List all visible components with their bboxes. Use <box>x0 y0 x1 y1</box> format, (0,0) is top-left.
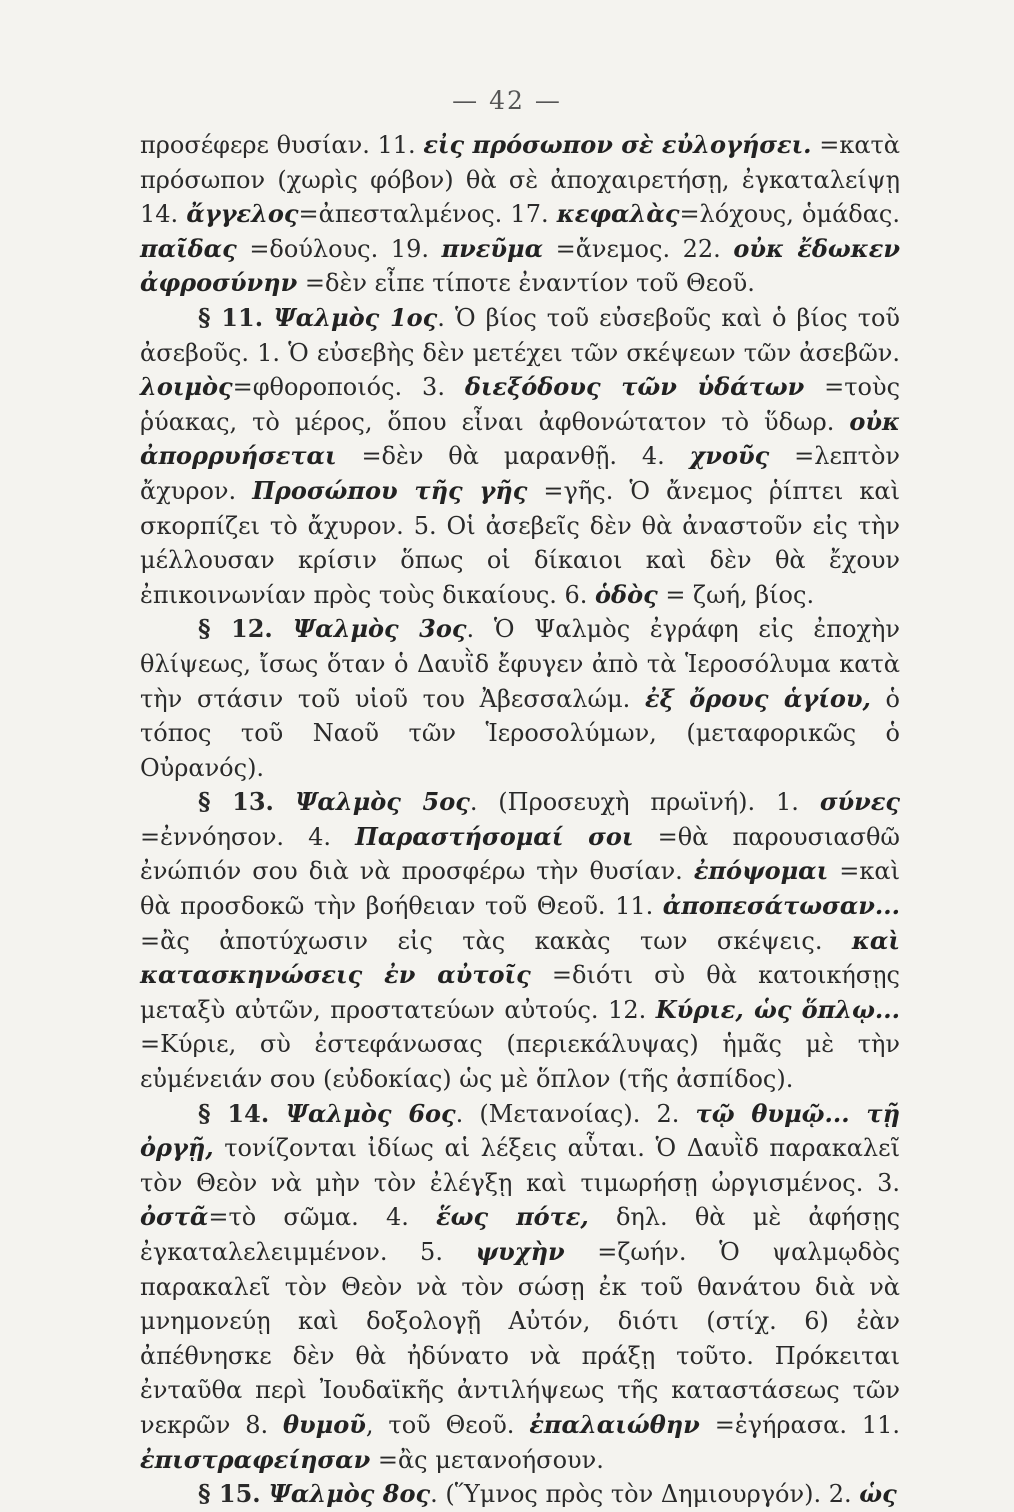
paragraph-text: =λόχους, ὁμάδας. <box>679 200 900 229</box>
paragraph-text: =καὶ θὰ προσδοκῶ τὴν βοήθειαν τοῦ Θεοῦ. 11. <box>140 857 900 921</box>
headword: ἄγγελος <box>186 199 299 229</box>
headword: Ψαλμὸς 6ος <box>286 1098 456 1128</box>
headword: οὐκ ἔδωκεν ἀφροσύνην <box>140 233 900 298</box>
headword: Ψαλμὸς 8ος <box>269 1479 431 1509</box>
paragraph-text: =γῆς. Ὁ ἄνεμος ῥίπτει καὶ σκορπίζει τὸ ἄχυρον. 5. Οἱ ἀσεβεῖς δὲν θὰ ἀναστοῦν εἰς τὴν μέλλουσαν κρίσιν ὅπως οἱ δίκαιοι καὶ δὲν θὰ ἔχουν ἐπικοινωνίαν πρὸς τοὺς δικαίους. 6. <box>140 476 901 609</box>
paragraph-text: . (Προσευχὴ πρωϊνή). 1. <box>469 788 820 817</box>
paragraph-text: =Κύριε, σὺ ἐστεφάνωσας (περιεκάλυψας) ἡμᾶς μὲ τὴν εὐμένειάν σου (εὐδοκίας) ὡς μὲ ὅπλον (τῆς ἀσπίδος). <box>140 1030 900 1094</box>
paragraph-text: =ἂς ἀποτύχωσιν εἰς τὰς κακὰς των σκέψεις. <box>140 926 852 955</box>
paragraph-text: =ἀπεσταλμένος. 17. <box>298 200 557 229</box>
headword: καὶ κατασκηνώσεις ἐν αὐτοῖς <box>140 925 900 990</box>
paragraph-text: =δούλους. 19. <box>236 234 442 263</box>
headword: τῷ θυμῷ... τῇ ὀργῇ, <box>140 1098 901 1163</box>
paragraph-text: . (Μετανοίας). 2. <box>455 1099 696 1128</box>
section-number: § 11. <box>198 302 274 332</box>
paragraph-text: προσέφερε θυσίαν. 11. <box>140 131 424 159</box>
headword: ἀποπεσάτωσαν... <box>662 891 900 921</box>
paragraph-text: =ζωήν. Ὁ ψαλμῳδὸς παρακαλεῖ τὸν Θεὸν νὰ τὸν σώσῃ ἐκ τοῦ θανάτου διὰ νὰ μνημονεύῃ καὶ δοξολογῇ Αὐτόν, διότι (στίχ. 6) ἐὰν ἀπέθνησκε δὲν θὰ ἠδύνατο νὰ πράξῃ τοῦτο. Πρόκειται ἐνταῦθα περὶ Ἰουδαϊκῆς ἀντιλήψεως τῆς καταστάσεως τῶν νεκρῶν 8. <box>140 1238 901 1439</box>
page-number: — 42 — <box>452 86 562 115</box>
paragraph-text: ὁ τόπος τοῦ Ναοῦ τῶν Ἱεροσολύμων, (μεταφορικῶς ὁ Οὐρανός). <box>140 684 901 782</box>
paragraph-text: . (Ὕμνος πρὸς τὸν Δημιουργόν). 2. <box>430 1480 860 1509</box>
paragraph-text: =κατὰ πρόσωπον (χωρὶς φόβον) θὰ σὲ ἀποχαιρετήσῃ, ἐγκαταλείψῃ 14. <box>140 131 901 229</box>
headword: ὀστᾶ <box>140 1202 209 1232</box>
paragraph-text: =φθοροποιός. 3. <box>232 373 465 402</box>
paragraph-text: =διότι σὺ θὰ κατοικήσῃς μεταξὺ αὐτῶν, προστατεύων αὐτούς. 12. <box>140 961 900 1024</box>
headword: χνοῦς <box>689 441 770 471</box>
paragraph-text: =θὰ παρουσιασθῶ ἐνώπιόν σου διὰ νὰ προσφέρω τὴν θυσίαν. <box>140 822 900 886</box>
paragraph-text: =ἐννόησον. 4. <box>140 822 356 851</box>
paragraph-text: . Ὁ Ψαλμὸς ἐγράφη εἰς ἐποχὴν θλίψεως, ἴσως ὅταν ὁ Δαυῒδ ἔφυγεν ἀπὸ τὰ Ἱεροσόλυμα κατὰ τὴν στάσιν τοῦ υἱοῦ του Ἀβεσσαλώμ. <box>140 615 901 713</box>
paragraph-text: =τοὺς ῥύακας, τὸ μέρος, ὅπου εἶναι ἀφθονώτατον τὸ ὕδωρ. <box>140 373 901 436</box>
headword: Κύριε, ὡς ὅπλῳ... <box>655 994 900 1024</box>
body-text <box>140 128 900 1512</box>
headword: οὐκ ἀπορρυήσεται <box>140 406 900 471</box>
paragraph-text: =ἄνεμος. 22. <box>543 234 734 263</box>
headword: εἰς πρόσωπον σὲ εὐλογήσει. <box>423 130 812 159</box>
headword: πνεῦμα <box>441 233 544 263</box>
headword: λοιμὸς <box>140 372 233 402</box>
headword: ὁδὸς <box>595 579 658 609</box>
section-number: § 14. <box>198 1098 287 1128</box>
headword: Παραστήσομαί σοι <box>355 821 634 851</box>
paragraph-text: =δὲν εἶπε τίποτε ἐναντίον τοῦ Θεοῦ. <box>297 269 755 298</box>
paragraph-text: = ζωή, βίος. <box>657 580 815 609</box>
paragraph-text: δηλ. θὰ μὲ ἀφήσῃς ἐγκαταλελειμμένον. 5. <box>140 1203 901 1266</box>
headword: κεφαλὰς <box>556 199 680 229</box>
paragraph-text: =ἂς μετανοήσουν. <box>370 1445 604 1474</box>
headword: ἐπόψομαι <box>693 856 829 886</box>
headword: Ψαλμὸς 5ος <box>295 787 470 817</box>
headword: ἐξ ὄρους ἁγίου, <box>645 683 871 713</box>
headword: ἕως πότε, <box>436 1202 589 1232</box>
headword: σύνες <box>819 787 901 817</box>
headword: διεξόδους τῶν ὑδάτων <box>464 372 805 402</box>
section-paragraph <box>140 785 900 1096</box>
headword: Ψαλμὸς 3ος <box>293 614 467 644</box>
headword: ἐπαλαιώθην <box>529 1409 700 1439</box>
headword: ὡς <box>859 1479 897 1509</box>
section-number: § 13. <box>198 787 296 817</box>
headword: ἐπιστραφείησαν <box>140 1444 371 1474</box>
section-number: § 12. <box>198 614 294 644</box>
paragraph-text: =δὲν θὰ μαρανθῇ. 4. <box>336 442 690 471</box>
headword: θυμοῦ <box>283 1409 366 1439</box>
continued-paragraph <box>140 128 900 301</box>
paragraph-text: τονίζονται ἰδίως αἱ λέξεις αὗται. Ὁ Δαυῒδ παρακαλεῖ τὸν Θεὸν νὰ μὴν τὸν ἐλέγξῃ καὶ τιμωρήσῃ ὠργισμένος. 3. <box>140 1134 900 1197</box>
section-number: § 15. <box>198 1479 270 1509</box>
paragraph-text: =ἐγήρασα. 11. <box>699 1410 901 1439</box>
headword: ψυχὴν <box>475 1237 565 1266</box>
headword: Προσώπου τῆς γῆς <box>252 475 528 505</box>
section-paragraph <box>140 612 900 785</box>
paragraph-text: . Ὁ βίος τοῦ εὐσεβοῦς καὶ ὁ βίος τοῦ ἀσεβοῦς. 1. Ὁ εὐσεβὴς δὲν μετέχει τῶν σκέψεων τῶν ἀσεβῶν. <box>140 303 901 367</box>
paragraph-text: , τοῦ Θεοῦ. <box>365 1410 530 1439</box>
paragraph-text: =τὸ σῶμα. 4. <box>208 1203 437 1232</box>
section-paragraph <box>140 301 900 612</box>
section-paragraph <box>140 1477 900 1512</box>
headword: Ψαλμὸς 1ος <box>273 302 438 332</box>
section-paragraph <box>140 1097 900 1478</box>
paragraph-text: =λεπτὸν ἄχυρον. <box>140 442 900 505</box>
headword: παῖδας <box>140 233 237 263</box>
